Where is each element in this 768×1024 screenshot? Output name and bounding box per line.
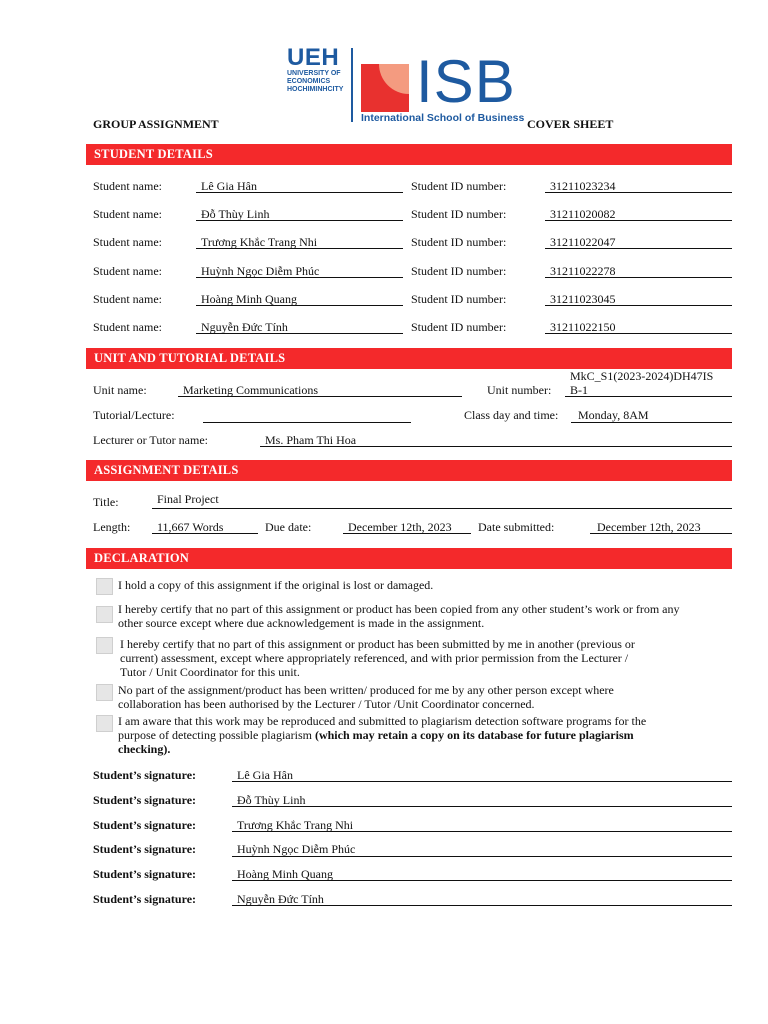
signature-label: Student’s signature:: [93, 818, 197, 832]
student-name-value[interactable]: Trương Khắc Trang Nhi: [201, 235, 318, 249]
student-details-heading: STUDENT DETAILS: [94, 147, 213, 161]
student-name-line: [196, 220, 403, 221]
declaration-checkbox[interactable]: [96, 637, 113, 654]
date-submitted-line: [590, 533, 732, 534]
declaration-checkbox[interactable]: [96, 715, 113, 732]
declaration-text: [118, 578, 728, 592]
declaration-text: [118, 714, 728, 756]
student-id-label: Student ID number:: [411, 207, 507, 221]
unit-name-line: [178, 396, 462, 397]
student-name-value[interactable]: Lê Gia Hân: [201, 179, 257, 193]
signature-label: Student’s signature:: [93, 793, 197, 807]
signature-value[interactable]: Huỳnh Ngọc Diễm Phúc: [237, 842, 356, 856]
logo-divider: [351, 48, 353, 122]
ueh-logo: [287, 46, 349, 98]
signature-value[interactable]: Hoàng Minh Quang: [237, 867, 333, 881]
student-id-value[interactable]: 31211023045: [550, 292, 616, 306]
student-id-value[interactable]: 31211022150: [550, 320, 616, 334]
assignment-details-heading: ASSIGNMENT DETAILS: [94, 463, 239, 477]
student-name-label: Student name:: [93, 320, 162, 334]
declaration-line: No part of the assignment/product has been written/ produced for me by any other person except where: [118, 683, 614, 697]
declaration-text: [118, 683, 728, 711]
declaration-line-normal: purpose of detecting possible plagiarism: [118, 728, 315, 742]
student-name-label: Student name:: [93, 207, 162, 221]
cover-sheet-title: COVER SHEET: [527, 117, 614, 131]
declaration-line: Tutor / Unit Coordinator for this unit.: [120, 665, 300, 679]
declaration-line-bold: checking).: [118, 742, 171, 756]
length-label: Length:: [93, 520, 131, 534]
unit-number-value-line2[interactable]: B-1: [570, 383, 588, 397]
signature-label: Student’s signature:: [93, 842, 197, 856]
student-name-label: Student name:: [93, 235, 162, 249]
tutorial-lecture-line: [203, 422, 411, 423]
student-id-line: [545, 277, 732, 278]
ueh-logo-line2: ECONOMICS: [287, 78, 331, 85]
signature-line: [232, 831, 732, 832]
signature-line: [232, 856, 732, 857]
lecturer-line: [260, 446, 732, 447]
due-date-label: Due date:: [265, 520, 312, 534]
declaration-text: [118, 602, 728, 630]
student-id-value[interactable]: 31211022278: [550, 264, 616, 278]
unit-details-heading: UNIT AND TUTORIAL DETAILS: [94, 351, 286, 365]
student-details-bar: [86, 144, 732, 165]
ueh-logo-text: UEH: [287, 44, 340, 71]
date-submitted-value[interactable]: December 12th, 2023: [597, 520, 701, 534]
unit-name-value[interactable]: Marketing Communications: [183, 383, 318, 397]
student-id-line: [545, 305, 732, 306]
signature-line: [232, 905, 732, 906]
isb-logo-text: ISB: [416, 48, 516, 115]
student-name-value[interactable]: Đỗ Thùy Linh: [201, 207, 270, 221]
declaration-line: I hold a copy of this assignment if the original is lost or damaged.: [118, 578, 434, 592]
declaration-line: collaboration has been authorised by the Lecturer / Tutor /Unit Coordinator concerned.: [118, 697, 535, 711]
declaration-checkbox[interactable]: [96, 606, 113, 623]
student-name-line: [196, 305, 403, 306]
due-date-line: [343, 533, 471, 534]
declaration-checkbox[interactable]: [96, 684, 113, 701]
student-id-line: [545, 333, 732, 334]
signature-label: Student’s signature:: [93, 768, 197, 782]
date-submitted-label: Date submitted:: [478, 520, 555, 534]
lecturer-label: Lecturer or Tutor name:: [93, 433, 208, 447]
student-id-line: [545, 248, 732, 249]
declaration-text: [120, 637, 730, 679]
class-time-label: Class day and time:: [464, 408, 559, 422]
student-name-line: [196, 333, 403, 334]
unit-number-label: Unit number:: [487, 383, 552, 397]
student-id-value[interactable]: 31211022047: [550, 235, 616, 249]
title-label: Title:: [93, 495, 119, 509]
declaration-line: current) assessment, except where appropriately referenced, and with prior permission from the Lecturer /: [120, 651, 629, 665]
student-name-label: Student name:: [93, 292, 162, 306]
unit-number-value-line1[interactable]: MkC_S1(2023-2024)DH47IS: [570, 369, 714, 383]
tutorial-lecture-label: Tutorial/Lecture:: [93, 408, 175, 422]
signature-value[interactable]: Trương Khắc Trang Nhi: [237, 818, 354, 832]
declaration-line: [118, 728, 728, 742]
unit-details-bar: [86, 348, 732, 369]
student-name-line: [196, 277, 403, 278]
signature-line: [232, 806, 732, 807]
student-name-line: [196, 192, 403, 193]
student-id-line: [545, 192, 732, 193]
due-date-value[interactable]: December 12th, 2023: [348, 520, 452, 534]
student-id-label: Student ID number:: [411, 179, 507, 193]
title-value[interactable]: Final Project: [157, 492, 219, 506]
isb-logo-subtitle: International School of Business: [361, 112, 525, 124]
signature-line: [232, 781, 732, 782]
declaration-line: other source except where due acknowledgement is made in the assignment.: [118, 616, 485, 630]
lecturer-value[interactable]: Ms. Pham Thi Hoa: [265, 433, 357, 447]
ueh-logo-line1: UNIVERSITY OF: [287, 70, 341, 77]
declaration-bar: [86, 548, 732, 569]
student-name-line: [196, 248, 403, 249]
student-name-value[interactable]: Hoàng Minh Quang: [201, 292, 297, 306]
class-time-line: [571, 422, 732, 423]
declaration-line: I hereby certify that no part of this assignment or product has been submitted by me in another (previous or: [120, 637, 635, 651]
student-name-label: Student name:: [93, 264, 162, 278]
isb-logo-mark: [361, 64, 409, 112]
student-id-value[interactable]: 31211020082: [550, 207, 616, 221]
class-time-value[interactable]: Monday, 8AM: [578, 408, 649, 422]
signature-line: [232, 880, 732, 881]
length-line: [152, 533, 258, 534]
unit-number-line: [565, 396, 732, 397]
length-value[interactable]: 11,667 Words: [157, 520, 224, 534]
student-name-value[interactable]: Huỳnh Ngọc Diễm Phúc: [201, 264, 320, 278]
student-id-label: Student ID number:: [411, 235, 507, 249]
unit-name-label: Unit name:: [93, 383, 147, 397]
declaration-checkbox[interactable]: [96, 578, 113, 595]
ueh-logo-line3: HOCHIMINHCITY: [287, 86, 344, 93]
declaration-line: [118, 742, 728, 756]
assignment-details-bar: [86, 460, 732, 481]
student-id-line: [545, 220, 732, 221]
declaration-line-bold: (which may retain a copy on its database for future plagiarism: [314, 728, 634, 742]
student-id-label: Student ID number:: [411, 292, 507, 306]
title-line: [152, 508, 732, 509]
signature-label: Student’s signature:: [93, 867, 197, 881]
student-id-label: Student ID number:: [411, 264, 507, 278]
group-assignment-title: GROUP ASSIGNMENT: [93, 117, 219, 131]
declaration-heading: DECLARATION: [94, 551, 190, 565]
signature-value[interactable]: Lê Gia Hân: [237, 768, 293, 782]
student-id-value[interactable]: 31211023234: [550, 179, 616, 193]
declaration-line: I hereby certify that no part of this assignment or product has been copied from any other student’s work or from any: [118, 602, 680, 616]
student-name-label: Student name:: [93, 179, 162, 193]
declaration-line: I am aware that this work may be reproduced and submitted to plagiarism detection software programs for the: [118, 714, 647, 728]
signature-label: Student’s signature:: [93, 892, 197, 906]
student-id-label: Student ID number:: [411, 320, 507, 334]
student-name-value[interactable]: Nguyễn Đức Tính: [201, 320, 288, 334]
signature-value[interactable]: Nguyễn Đức Tính: [237, 892, 324, 906]
signature-value[interactable]: Đỗ Thùy Linh: [237, 793, 306, 807]
